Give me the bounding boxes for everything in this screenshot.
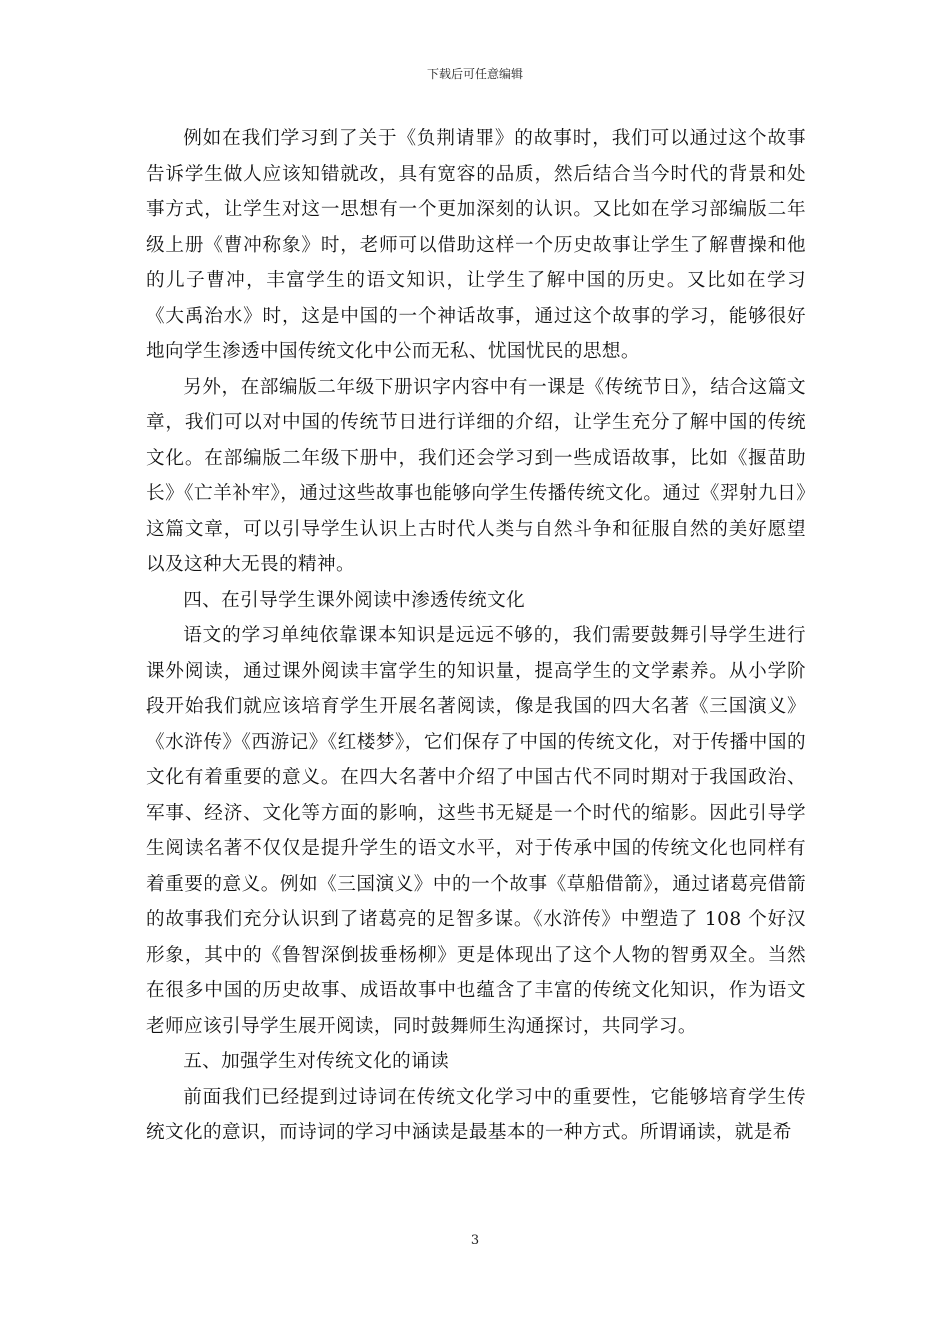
page-header: 下载后可任意编辑: [426, 67, 523, 81]
paragraph-extracurricular-reading: 语文的学习单纯依靠课本知识是远远不够的，我们需要鼓舞引导学生进行课外阅读，通过课外阅读丰富学生的知识量，提高学生的文学素养。从小学阶段开始我们就应该培育学生开展名著阅读，像是我国的四大名著《三国演义》《水浒传》《西游记》《红楼梦》，它们保存了中国的传统文化，对于传播中国的文化有着重要的意义。在四大名著中介绍了中国古代不同时期对于我国政治、军事、经济、文化等方面的影响，这些书无疑是一个时代的缩影。因此引导学生阅读名著不仅仅是提升学生的语文水平，对于传承中国的传统文化也同样有着重要的意义。例如《三国演义》中的一个故事《草船借箭》，通过诸葛亮借箭的故事我们充分认识到了诸葛亮的足智多谋。《水浒传》中塑造了 108 个好汉形象，其中的《鲁智深倒拔垂杨柳》更是体现出了这个人物的智勇双全。当然在很多中国的历史故事、成语故事中也蕴含了丰富的传统文化知识，作为语文老师应该引导学生展开阅读，同时鼓舞师生沟通探讨，共同学习。: [146, 625, 806, 1037]
paragraph-traditional-festivals: 另外，在部编版二年级下册识字内容中有一课是《传统节日》，结合这篇文章，我们可以对中国的传统节日进行详细的介绍，让学生充分了解中国的传统文化。在部编版二年级下册中，我们还会学习到一些成语故事，比如《揠苗助长》《亡羊补牢》，通过这些故事也能够向学生传播传统文化。通过《羿射九日》这篇文章，可以引导学生认识上古时代人类与自然斗争和征服自然的美好愿望以及这种大无畏的精神。: [146, 376, 806, 575]
paragraph-story-examples: 例如在我们学习到了关于《负荆请罪》的故事时，我们可以通过这个故事告诉学生做人应该知错就改，具有宽容的品质，然后结合当今时代的背景和处事方式，让学生对这一思想有一个更加深刻的认识。又比如在学习部编版二年级上册《曹冲称象》时，老师可以借助这样一个历史故事让学生了解曹操和他的儿子曹冲，丰富学生的语文知识，让学生了解中国的历史。又比如在学习《大禹治水》时，这是中国的一个神话故事，通过这个故事的学习，能够很好地向学生渗透中国传统文化中公而无私、忧国忧民的思想。: [146, 128, 806, 362]
section-heading-four: 四、在引导学生课外阅读中渗透传统文化: [183, 589, 526, 611]
page-number: 3: [470, 1233, 480, 1248]
document-body: [146, 121, 806, 1151]
paragraph-recitation: 前面我们已经提到过诗词在传统文化学习中的重要性，它能够培育学生传统文化的意识，而诗词的学习中涵读是最基本的一种方式。所谓诵读，就是希: [146, 1086, 806, 1143]
section-heading-five: 五、加强学生对传统文化的诵读: [183, 1051, 450, 1072]
